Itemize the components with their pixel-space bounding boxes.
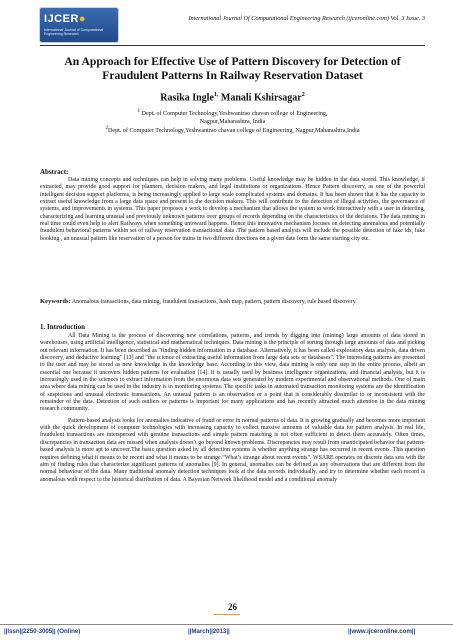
abstract-text: Data mining concepts and techniques can help in solving many problems. Useful knowledge may be hidden in the data stored. This knowledge, if extracted, may provide good support for planners, decision makers, and legal institutions or organizations. Hence Pattern discovery, as one of the powerful intelligent decision support platforms, is being increasingly applied to large scale complicated systems and domains. It has been shown that it has the capacity to extract useful knowledge from a large data space and present to the decision makers. This will contribute to the detection of illegal activities, the governance of systems, and improvements in systems. This paper proposes a work to develop a mechanism that allows the system to work interactively with a user in detecting, characterizing and learning unusual and previously unknown patterns over groups of records depending on the characteristics of the decisions. The data mining in real time could even help to alert Railways when something untoward happens. Hence this innovative mechanism focuses on detecting anomalous and potentially fraudulent behavioral patterns within set of railway reservation transactional data .The pattern based analysis will include the possible detection of fake ids, fake booking , an unusual pattern like reservation of a person for trains in two different directions on a given date form the same starting city etc.: [40, 177, 425, 242]
affiliation-1-line-1: Dept. of Computer Technology,Yeshwantrao chavan college of Engineering,: [140, 111, 328, 118]
intro-paragraph-2: Pattern-based analysis looks for anomalies indicative of fraud or error in normal patterns of data. It is growing gradually and becomes more important with the quick development of computer technologies with increasing capacity to collect massive amounts of valuable data for pattern analysis. In real life, fraudulent transactions are interspersed with genuine transactions and simple pattern matching is not often sufficient to detect them accurately. Often times, discrepancies in transaction data are missed when analysis doesn’t go beyond known problems. Discrepancies may result from unanticipated behavior that pattern-based analysis is more apt to uncover.The basic question asked by all detection systems is whether anything strange has occurred in recent events. This question requires defining what it means to be recent and what it means to be strange.“What’s strange about recent events”. WSARE operates on discrete data sets with the aim of finding rules that characterize significant patterns of anomalies [9]. In general, anomalies can be defined as any observations that are different from the normal behaviour of the data. Many traditional anomaly detection techniques look at the data records individually, and try to determine whether each record is anomalous with respect to the historical distribution of data. A Bayesian Network likelihood model and a conditional anomaly: [40, 417, 425, 483]
author-1: Rasika Ingle: [160, 92, 214, 104]
page-number-underline: [213, 614, 240, 615]
logo-text: IJCER●: [44, 13, 87, 25]
affiliation-1: [40, 108, 425, 126]
intro-paragraph-1: All Data Mining is the process of discovering new correlations, patterns, and trends by digging into (mining) large amounts of data stored in warehouses, using artificial intelligence, statistical and mathematical techniques. Data mining is the principle of sorting through large amounts of data and picking out relevant information. It has been described as "finding hidden information in a database. Alternatively, it has been called exploratory data analysis, data driven discovery, and deductive learning" [13] and "the science of extracting useful information from large data sets or databases". The interesting patterns are presented to the user and may be stored as new knowledge in the knowledge base. According to this view, data mining is only one step in the entire process, albeit an essential one because it uncovers hidden patterns for evaluation [14]. It is usually used by business intelligence organizations, and financial analysts, but it is increasingly used in the sciences to extract information from the enormous data sets generated by modern experimental and observational methods. One of main area where data mining can be used in the industry is in monitoring systems. The specific tasks in automated transaction monitoring systems are the identification of suspicious and unusual electronic transactions. An unusual pattern is an observation or a point that is considerably dissimilar to or inconsistent with the remainder of the data. Detection of such outliers or patterns is important for many applications and has recently attracted much attention in the data mining research community.: [40, 333, 425, 413]
logo-tagline: International Journal of Computational Engineering Research: [44, 28, 104, 36]
keywords-text: Anomalous transactions, data mining, fraudulent transactions, hash map, pattern, pattern discovery, rule based discovery.: [70, 299, 357, 305]
keywords: [40, 298, 425, 306]
affiliation-2-sup: 2: [105, 125, 108, 131]
footer-divider: [0, 624, 453, 625]
author-2: Manali Kshirsagar: [218, 92, 302, 104]
affiliation-1-line-2: Nagpur,Maharashtra, India: [199, 118, 266, 125]
page-number: 26: [228, 602, 237, 612]
affiliation-2-text: Dept. of Computer Technology,Yeshwantrao chavan college of Engineering, Nagpur,Maharashtra,India: [108, 128, 360, 135]
paper-title: An Approach for Effective Use of Pattern Discovery for Detection of Fraudulent Patterns In Railway Reservation Dataset: [64, 55, 401, 82]
intro-heading: 1. Introduction: [40, 323, 85, 331]
author-2-sup: 2: [301, 92, 305, 98]
journal-logo: [40, 8, 118, 42]
affiliation-2: [40, 125, 425, 136]
footer-website: ||www.ijceronline.com||: [348, 628, 416, 635]
journal-header: International Journal Of Computational Engineering Research (ijceronline.com) Vol. 3 Issue. 3: [188, 15, 425, 22]
abstract-heading: Abstract:: [40, 168, 69, 176]
footer-issn: ||Issn||2250-3005|| (Online): [4, 628, 81, 635]
intro-body: [40, 333, 425, 484]
keywords-label: Keywords:: [40, 298, 71, 305]
author-1-sup: 1,: [213, 92, 219, 98]
abstract-body: [40, 177, 425, 243]
paper-authors: [40, 92, 425, 103]
footer-date: ||March||2013||: [188, 628, 230, 635]
affiliation-1-sup: 1: [137, 108, 141, 114]
header-divider: [40, 45, 425, 46]
